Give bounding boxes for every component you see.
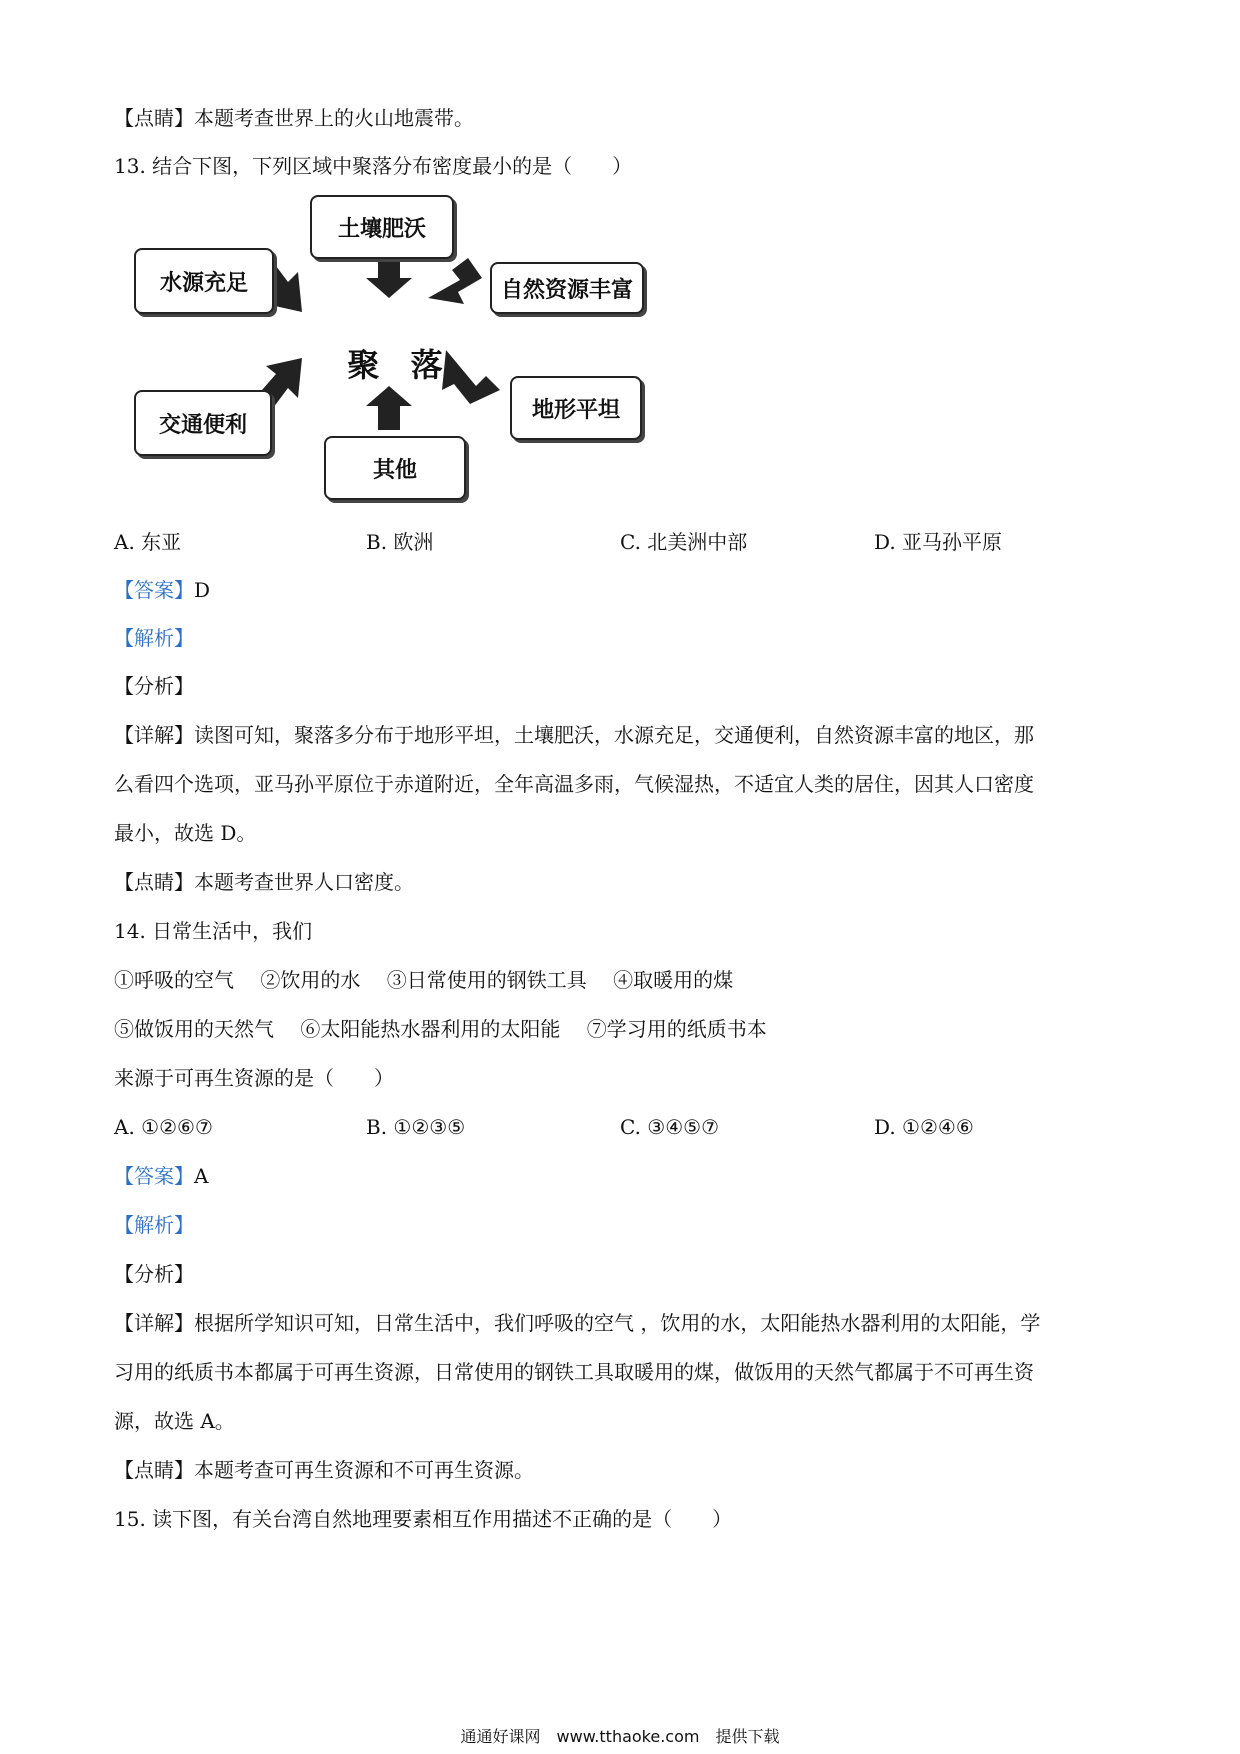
q14-detail-line-1 (114, 1309, 1040, 1337)
q14-stem2: 来源于可再生资源的是（ ） (114, 1066, 394, 1090)
q14-option-b: B. ①②③⑤ (366, 1115, 466, 1139)
q13-analysis-label: 【解析】 (114, 626, 194, 650)
q14-items-row1: ①呼吸的空气 ②饮用的水 ③日常使用的钢铁工具 ④取暖用的煤 (114, 968, 734, 992)
box-other: 其他 (324, 436, 466, 500)
q13-option-c: C. 北美洲中部 (620, 530, 748, 554)
q14-answer (114, 1162, 208, 1190)
q12-tip: 【点睛】本题考查世界上的火山地震带。 (114, 106, 474, 130)
q14-option-c: C. ③④⑤⑦ (620, 1115, 720, 1139)
q15-stem: 15. 读下图，有关台湾自然地理要素相互作用描述不正确的是（ ） (114, 1507, 733, 1531)
q13-answer (114, 576, 210, 604)
q14-fenxi: 【分析】 (114, 1262, 194, 1286)
answer-label: 【答案】 (114, 1164, 194, 1188)
q13-option-d: D. 亚马孙平原 (874, 530, 1003, 554)
q13-option-b: B. 欧洲 (366, 530, 434, 554)
q13-option-a: A. 东亚 (114, 530, 182, 554)
q13-fenxi: 【分析】 (114, 674, 194, 698)
detail-label: 【详解】 (114, 1311, 194, 1335)
arrow-bottom (366, 386, 412, 430)
detail-label: 【详解】 (114, 723, 194, 747)
q14-option-d: D. ①②④⑥ (874, 1115, 974, 1139)
answer-label: 【答案】 (114, 578, 194, 602)
box-water: 水源充足 (134, 248, 274, 314)
box-resources: 自然资源丰富 (490, 262, 644, 314)
detail-text: 读图可知，聚落多分布于地形平坦，土壤肥沃，水源充足，交通便利，自然资源丰富的地区，那 (194, 723, 1034, 747)
q13-detail-line-3: 最小，故选 D。 (114, 821, 257, 845)
center-settlement: 聚 落 (347, 346, 453, 384)
detail-text: 根据所学知识可知，日常生活中，我们呼吸的空气 ，饮用的水，太阳能热水器利用的太阳能，学 (194, 1311, 1041, 1335)
box-transport: 交通便利 (134, 390, 272, 456)
answer-value: D (194, 578, 211, 602)
box-soil: 土壤肥沃 (310, 195, 454, 259)
answer-value: A (194, 1164, 209, 1188)
q14-detail-line-2: 习用的纸质书本都属于可再生资源，日常使用的钢铁工具取暖用的煤，做饭用的天然气都属于不可再生资 (114, 1360, 1034, 1384)
q14-items-row2: ⑤做饭用的天然气 ⑥太阳能热水器利用的太阳能 ⑦学习用的纸质书本 (114, 1017, 767, 1041)
q13-detail-line-2: 么看四个选项，亚马孙平原位于赤道附近，全年高温多雨，气候湿热，不适宜人类的居住，因其人口密度 (114, 772, 1034, 796)
page-footer: 通通好课网 www.tthaoke.com 提供下载 (460, 1727, 780, 1746)
q13-stem: 13. 结合下图，下列区域中聚落分布密度最小的是（ ） (114, 154, 633, 178)
q14-stem: 14. 日常生活中，我们 (114, 919, 313, 943)
q14-analysis-label: 【解析】 (114, 1213, 194, 1237)
settlement-diagram (120, 200, 660, 512)
q13-detail-line-1 (114, 721, 1034, 749)
q14-detail-line-3: 源，故选 A。 (114, 1409, 235, 1433)
box-terrain: 地形平坦 (510, 376, 642, 440)
q14-option-a: A. ①②⑥⑦ (114, 1115, 213, 1139)
arrow-right-top (428, 258, 482, 304)
q13-tip: 【点睛】本题考查世界人口密度。 (114, 870, 414, 894)
q14-tip: 【点睛】本题考查可再生资源和不可再生资源。 (114, 1458, 534, 1482)
